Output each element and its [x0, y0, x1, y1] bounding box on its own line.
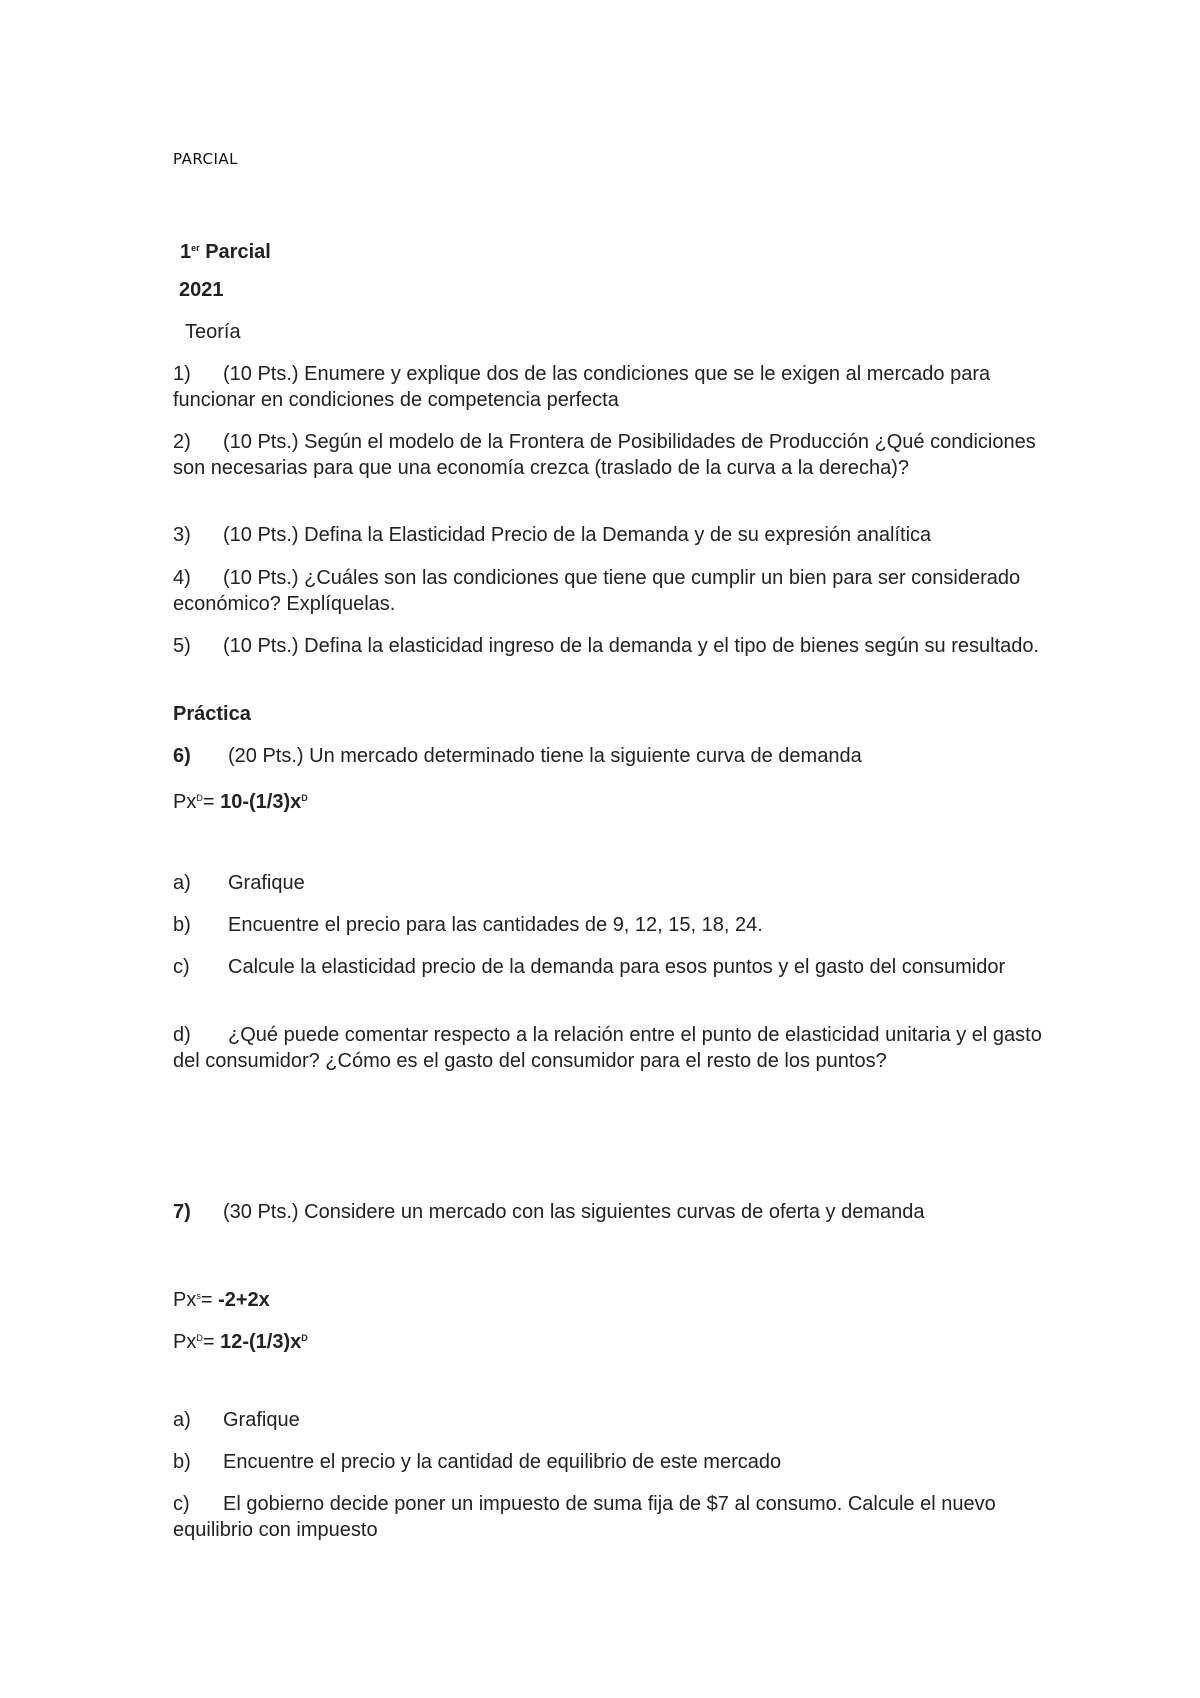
question-text: (30 Pts.) Considere un mercado con las siguientes curvas de oferta y demanda	[223, 1201, 925, 1223]
document-header: PARCIAL	[173, 150, 239, 168]
question-text: (20 Pts.) Un mercado determinado tiene la siguiente curva de demanda	[228, 745, 862, 767]
q6-sub-d: d) ¿Qué puede comentar respecto a la relación entre el punto de elasticidad unitaria y el gasto del consumidor? ¿Cómo es el gasto del consumidor para el resto de los puntos?	[173, 1024, 1042, 1072]
practice-question-7	[173, 1199, 1053, 1225]
demand-equation-q7: $Px^D= 12-(1/3)x^D$	[173, 1331, 308, 1353]
q6-sub-c: c) Calcule la elasticidad precio de la demanda para esos puntos y el gasto del consumidor	[173, 956, 1006, 978]
theory-question-2	[173, 429, 1053, 481]
question-text: (10 Pts.) Defina la elasticidad ingreso de la demanda y el tipo de bienes según su resultado.	[223, 635, 1040, 657]
question-number: 2)	[173, 431, 191, 453]
question-number: 3)	[173, 524, 191, 546]
question-text: (10 Pts.) ¿Cuáles son las condiciones que tiene que cumplir un bien para ser considerado económico? Explíquelas.	[173, 567, 1021, 615]
theory-question-3	[173, 522, 1053, 548]
demand-equation: $Px^D= 10-(1/3)x^D$	[173, 791, 308, 813]
question-number: 1)	[173, 363, 191, 385]
exam-title-word: Parcial	[205, 241, 271, 263]
question-number: 5)	[173, 635, 191, 657]
q7-sub-b: b) Encuentre el precio y la cantidad de equilibrio de este mercado	[173, 1451, 782, 1473]
theory-question-1	[173, 361, 1053, 413]
q6-sub-b: b) Encuentre el precio para las cantidades de 9, 12, 15, 18, 24.	[173, 914, 763, 936]
supply-equation: $Px^s= -2+2x$	[173, 1289, 270, 1311]
exam-ordinal: 1	[180, 241, 192, 263]
question-text: (10 Pts.) Enumere y explique dos de las condiciones que se le exigen al mercado para funcionar en condiciones de competencia perfecta	[173, 363, 991, 411]
exam-ordinal-suffix: er	[191, 243, 200, 253]
question-number: 4)	[173, 567, 191, 589]
q7-sub-c: c) El gobierno decide poner un impuesto de suma fija de $7 al consumo. Calcule el nuevo equilibrio con impuesto	[173, 1493, 996, 1541]
practice-question-6	[173, 743, 1053, 769]
question-number: 7)	[173, 1201, 191, 1223]
q7-sub-a: a) Grafique	[173, 1409, 300, 1431]
theory-heading: Teoría	[185, 321, 241, 343]
question-number: 6)	[173, 745, 191, 767]
question-text: (10 Pts.) Defina la Elasticidad Precio de la Demanda y de su expresión analítica	[223, 524, 932, 546]
exam-title	[180, 235, 271, 265]
theory-question-4	[173, 565, 1053, 617]
theory-question-5	[173, 633, 1053, 659]
q6-sub-a: a) Grafique	[173, 872, 305, 894]
question-text: (10 Pts.) Según el modelo de la Frontera de Posibilidades de Producción ¿Qué condiciones son necesarias para que una economía crezca (traslado de la curva a la derecha)?	[173, 431, 1036, 479]
exam-year: 2021	[179, 279, 224, 301]
practice-heading: Práctica	[173, 703, 251, 725]
